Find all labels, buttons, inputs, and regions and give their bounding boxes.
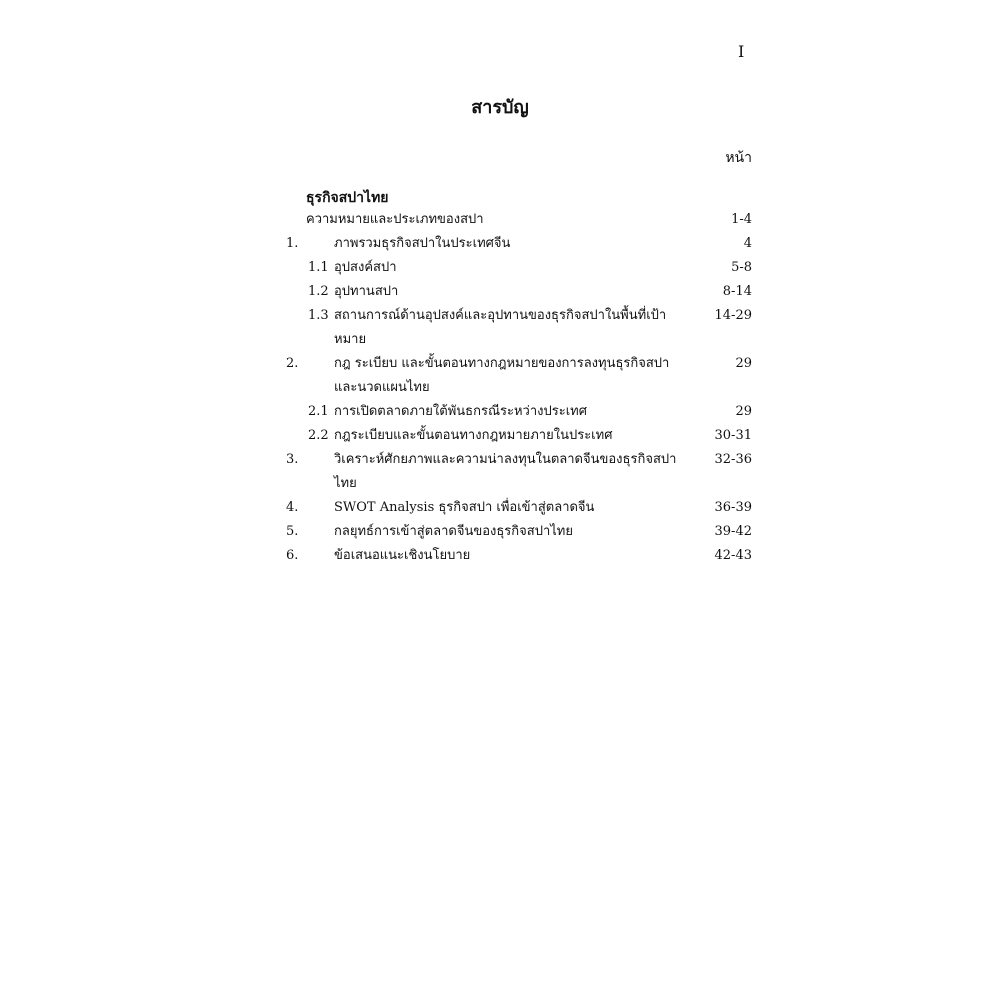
toc-entry-number: 1. xyxy=(286,236,299,251)
toc-entry-number: 3. xyxy=(286,452,299,467)
toc-entry-6 xyxy=(286,544,752,568)
toc-entry-1-3 xyxy=(286,304,752,352)
toc-entry-title: วิเคราะห์ศักยภาพและความน่าลงทุนในตลาดจีนของธุรกิจสปาไทย xyxy=(334,452,677,491)
toc-entry-title: SWOT Analysis ธุรกิจสปา เพื่อเข้าสู่ตลาดจีน xyxy=(334,500,595,515)
toc-entry-5 xyxy=(286,520,752,544)
toc-entry-title: ภาพรวมธุรกิจสปาในประเทศจีน xyxy=(334,236,511,251)
toc-entry-number: 1.3 xyxy=(308,308,329,323)
toc-entry-title: สถานการณ์ด้านอุปสงค์และอุปทานของธุรกิจสปาในพื้นที่เป้าหมาย xyxy=(334,308,667,347)
toc-entry-3 xyxy=(286,448,752,496)
toc-entry-1-2 xyxy=(286,280,752,304)
toc-entry-pages: 5-8 xyxy=(731,260,752,275)
toc-entry-pages: 29 xyxy=(735,356,752,371)
toc-entry-pages: 4 xyxy=(743,236,752,251)
toc-entry-pages: 8-14 xyxy=(722,284,752,299)
toc-entry-pages: 1-4 xyxy=(731,212,752,227)
toc-entry-pages: 30-31 xyxy=(714,428,752,443)
toc-entry-pages: 29 xyxy=(735,404,752,419)
toc-entry-title: อุปสงค์สปา xyxy=(334,260,397,275)
toc-entry-number: 2.1 xyxy=(308,404,329,419)
toc-entry-2 xyxy=(286,352,752,400)
toc-entry-title: อุปทานสปา xyxy=(334,284,399,299)
toc-entry-pages: 39-42 xyxy=(714,524,752,539)
toc-entry-title: กฎระเบียบและขั้นตอนทางกฎหมายภายในประเทศ xyxy=(334,428,613,443)
page-number: I xyxy=(738,42,745,61)
toc-entry-pages: 36-39 xyxy=(714,500,752,515)
toc-entry-title: ข้อเสนอแนะเชิงนโยบาย xyxy=(334,548,471,563)
toc-entry-title: กฎ ระเบียบ และขั้นตอนทางกฎหมายของการลงทุนธุรกิจสปาและนวดแผนไทย xyxy=(334,356,670,395)
toc-entry-1 xyxy=(286,232,752,256)
toc-entry-pages: 32-36 xyxy=(714,452,752,467)
toc-entry-4 xyxy=(286,496,752,520)
section-heading: ธุรกิจสปาไทย xyxy=(306,190,389,206)
toc-entry-number: 5. xyxy=(286,524,299,539)
toc-entry-number: 6. xyxy=(286,548,299,563)
document-title: สารบัญ xyxy=(471,97,529,118)
toc-entry-title: กลยุทธ์การเข้าสู่ตลาดจีนของธุรกิจสปาไทย xyxy=(334,524,573,539)
toc-entry-number: 4. xyxy=(286,500,299,515)
toc-entry-2-1 xyxy=(286,400,752,424)
toc-entry-title: การเปิดตลาดภายใต้พันธกรณีระหว่างประเทศ xyxy=(334,404,587,419)
toc-entry-intro xyxy=(286,208,752,232)
toc-entry-number: 2.2 xyxy=(308,428,329,443)
page-column-label: หน้า xyxy=(725,150,752,166)
toc-entry-title: ความหมายและประเภทของสปา xyxy=(306,212,484,227)
toc-entry-1-1 xyxy=(286,256,752,280)
toc-entry-pages: 14-29 xyxy=(714,308,752,323)
toc-entry-number: 1.2 xyxy=(308,284,329,299)
toc-entry-number: 1.1 xyxy=(308,260,329,275)
toc-entry-number: 2. xyxy=(286,356,299,371)
table-of-contents xyxy=(286,208,752,568)
toc-entry-pages: 42-43 xyxy=(714,548,752,563)
toc-entry-2-2 xyxy=(286,424,752,448)
